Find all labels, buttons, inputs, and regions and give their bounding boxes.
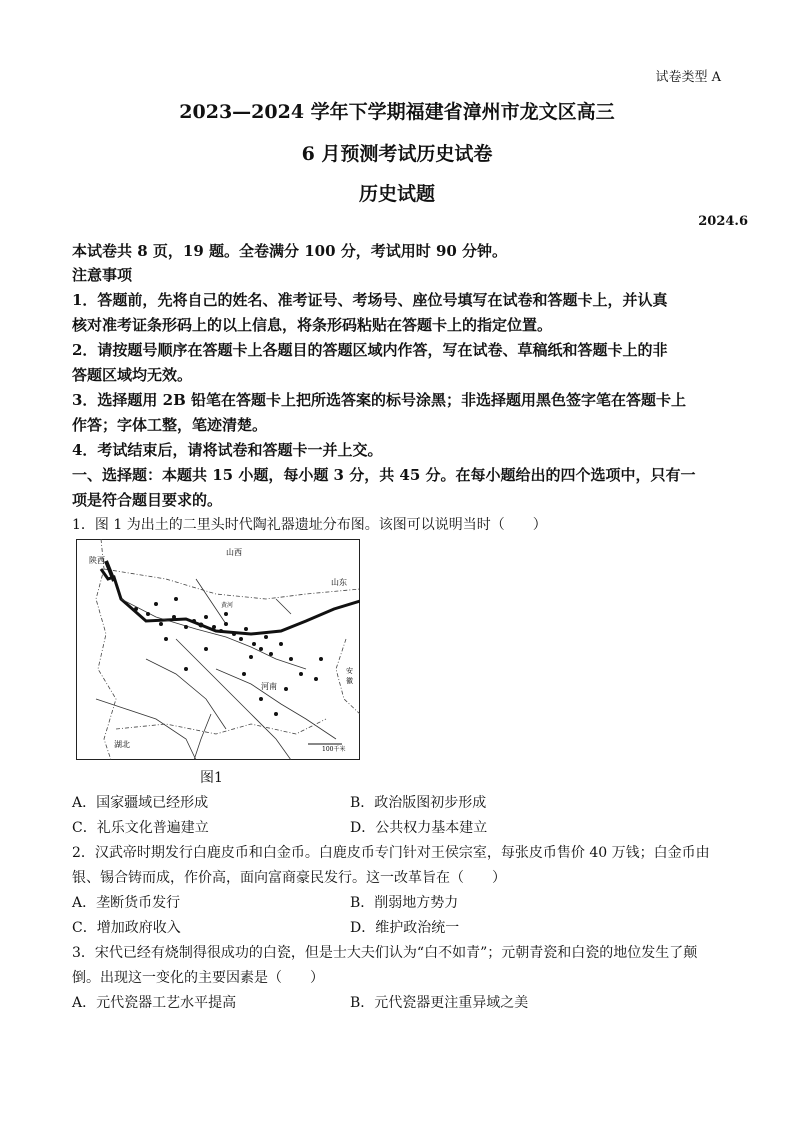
exam-title-line1: 2023—2024 学年下学期福建省漳州市龙文区高三 xyxy=(179,101,615,123)
site-dot xyxy=(274,712,278,716)
site-dot xyxy=(242,672,246,676)
notice-title: 注意事项 xyxy=(72,266,133,284)
notice-1-line1: 1．答题前，先将自己的姓名、准考证号、考场号、座位号填写在试卷和答题卡上，并认真 xyxy=(72,291,668,309)
exam-title-line2: 6 月预测考试历史试卷 xyxy=(301,143,493,165)
notice-4: 4．考试结束后，请将试卷和答题卡一并上交。 xyxy=(72,441,383,459)
map-label-shanxi: 山西 xyxy=(226,548,242,557)
q1-option-d: D．公共权力基本建立 xyxy=(350,820,488,836)
site-dot xyxy=(184,667,188,671)
map-label-shaanxi: 陕西 xyxy=(89,556,105,565)
q2-option-b: B．削弱地方势力 xyxy=(350,895,459,911)
q1-option-a: A．国家疆域已经形成 xyxy=(72,795,209,811)
site-dot xyxy=(232,632,236,636)
site-dot xyxy=(249,655,253,659)
site-dot xyxy=(212,625,216,629)
map-label-anhui-2: 徽 xyxy=(346,677,353,685)
q2-option-d: D．维护政治统一 xyxy=(350,920,460,936)
exam-date: 2024.6 xyxy=(698,214,748,229)
q3-option-b: B．元代瓷器更注重异域之美 xyxy=(350,995,529,1011)
site-dot xyxy=(269,652,273,656)
site-dot xyxy=(264,635,268,639)
site-dot xyxy=(219,629,223,633)
notice-3-line2: 作答；字体工整，笔迹清楚。 xyxy=(72,416,268,434)
erlitou-site-map xyxy=(76,539,360,760)
question-3-stem-line1: 3．宋代已经有烧制得很成功的白瓷，但是士大夫们认为“白不如青”；元朝青瓷和白瓷的地位发生了颠 xyxy=(72,945,698,961)
site-dot xyxy=(239,637,243,641)
map-scale-label: 100千米 xyxy=(322,746,346,753)
site-dot xyxy=(164,637,168,641)
site-dot xyxy=(199,623,204,628)
question-2-stem-line1: 2．汉武帝时期发行白鹿皮币和白金币。白鹿皮币专门针对王侯宗室，每张皮币售价 40 万钱；白金币由 xyxy=(72,845,710,861)
site-dot xyxy=(259,697,263,701)
exam-summary: 本试卷共 8 页，19 题。全卷满分 100 分，考试用时 90 分钟。 xyxy=(72,242,508,260)
section1-heading-line1: 一、选择题：本题共 15 小题，每小题 3 分，共 45 分。在每小题给出的四个选项中，只有一 xyxy=(72,466,696,484)
site-dot xyxy=(259,647,263,651)
q2-option-a: A．垄断货币发行 xyxy=(72,895,181,911)
site-dot xyxy=(284,687,288,691)
q3-option-a: A．元代瓷器工艺水平提高 xyxy=(72,995,237,1011)
notice-3-line1: 3．选择题用 2B 铅笔在答题卡上把所选答案的标号涂黑；非选择题用黑色签字笔在答题卡上 xyxy=(72,391,687,409)
exam-subtitle: 历史试题 xyxy=(358,183,435,205)
map-label-shandong: 山东 xyxy=(331,578,347,587)
site-dot xyxy=(224,622,228,626)
site-dot xyxy=(159,622,163,626)
figure-1-caption: 图1 xyxy=(200,770,223,786)
map-label-hubei: 湖北 xyxy=(114,740,130,749)
site-dot xyxy=(299,672,303,676)
question-1-stem: 1．图 1 为出土的二里头时代陶礼器遗址分布图。该图可以说明当时（ ） xyxy=(72,517,547,533)
site-dot xyxy=(279,642,283,646)
site-dot xyxy=(172,615,176,619)
site-dot xyxy=(134,607,138,611)
section1-heading-line2: 项是符合题目要求的。 xyxy=(72,491,223,509)
paper-type-label: 试卷类型 A xyxy=(655,70,721,85)
notice-1-line2: 核对准考证条形码上的以上信息，将条形码粘贴在答题卡上的指定位置。 xyxy=(72,316,553,334)
site-dot xyxy=(314,677,318,681)
notice-2-line2: 答题区域均无效。 xyxy=(72,366,193,384)
question-2-stem-line2: 银、锡合铸而成，作价高，面向富商豪民发行。这一改革旨在（ ） xyxy=(72,870,506,886)
site-dot xyxy=(192,619,196,623)
site-dot xyxy=(244,627,248,631)
map-label-henan: 河南 xyxy=(261,682,277,691)
question-3-stem-line2: 倒。出现这一变化的主要因素是（ ） xyxy=(72,970,324,986)
site-dot xyxy=(289,657,293,661)
site-dot xyxy=(204,647,208,651)
site-dot xyxy=(174,597,178,601)
site-dot xyxy=(204,615,208,619)
q1-option-b: B．政治版图初步形成 xyxy=(350,795,487,811)
site-dot xyxy=(224,612,228,616)
q1-option-c: C．礼乐文化普遍建立 xyxy=(72,820,209,836)
site-dot xyxy=(252,642,256,646)
site-dot xyxy=(154,602,158,606)
site-dot xyxy=(319,657,323,661)
site-dot xyxy=(146,612,150,616)
map-label-anhui-1: 安 xyxy=(346,667,353,675)
q2-option-c: C．增加政府收入 xyxy=(72,920,181,936)
notice-2-line1: 2．请按题号顺序在答题卡上各题目的答题区域内作答，写在试卷、草稿纸和答题卡上的非 xyxy=(72,341,668,359)
site-dot xyxy=(184,625,188,629)
map-label-yellow-river: 黄河 xyxy=(221,602,234,609)
